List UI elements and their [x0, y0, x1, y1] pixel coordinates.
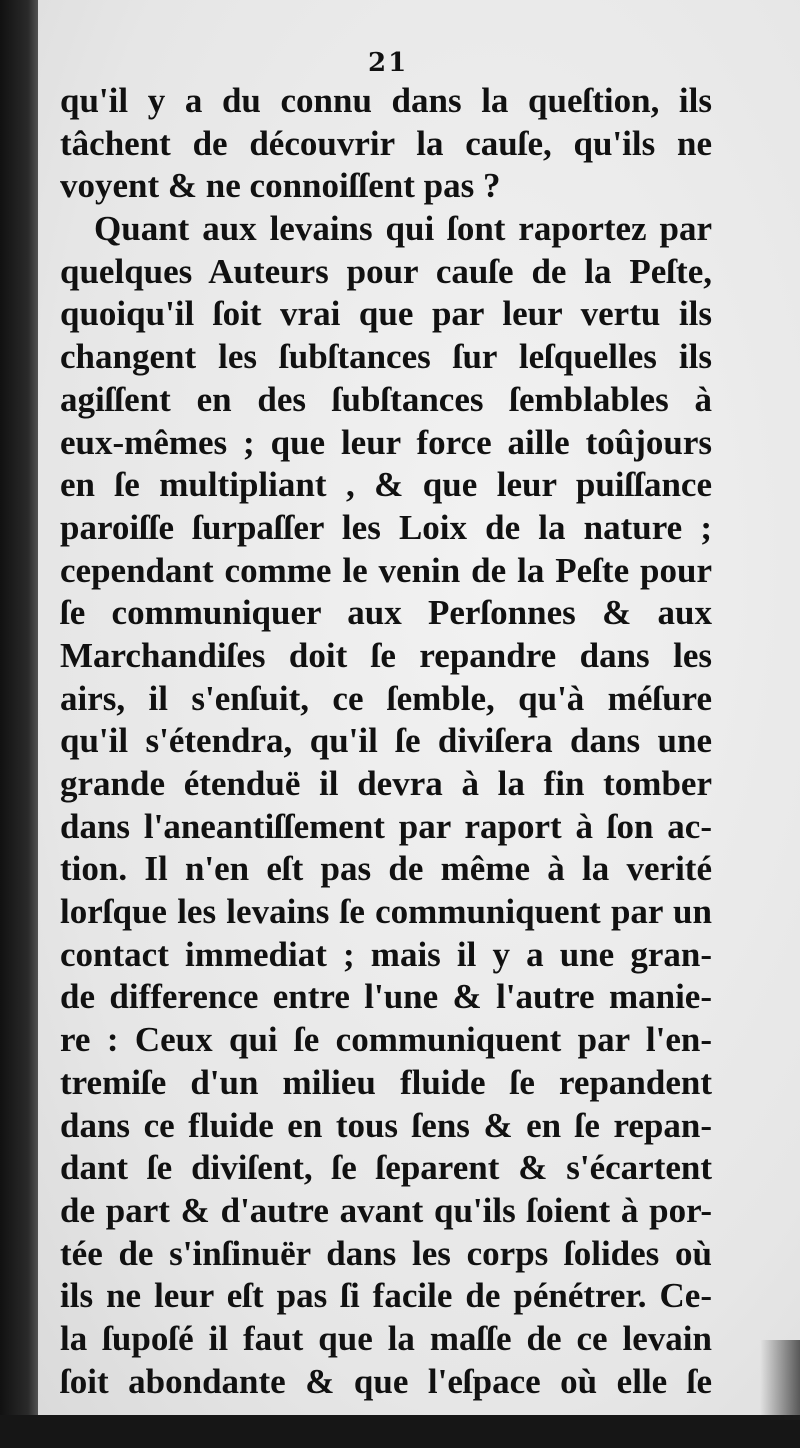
text-line: tremiſe d'un milieu fluide ſe repandent [60, 1062, 712, 1102]
text-line: de difference entre l'une & l'autre manie- [60, 977, 712, 1017]
text-line: qu'il y a du connu dans la queſtion, ils [60, 81, 712, 120]
text-line: de part & d'autre avant qu'ils ſoient à por- [60, 1190, 712, 1230]
binding-edge [0, 0, 40, 1448]
text-line: quelques Auteurs pour cauſe de la Peſte, [60, 251, 712, 291]
text-line: tée de s'inſinuër dans les corps ſolides où [60, 1233, 712, 1273]
text-line: la ſupoſé il faut que la maſſe de ce levain [60, 1318, 712, 1358]
corner-shadow [760, 1340, 800, 1420]
text-line: qu'il s'étendra, qu'il ſe diviſera dans une [60, 721, 712, 761]
text-line: grande étenduë il devra à la fin tomber [60, 764, 712, 803]
text-line: dans l'aneantiſſement par raport à ſon ac- [60, 806, 712, 846]
text-line: quoiqu'il ſoit vrai que par leur vertu ils [60, 294, 712, 334]
body-text [60, 80, 712, 1403]
text-line: eux-mêmes ; que leur force aille toûjours [60, 422, 712, 462]
page-number: 21 [368, 48, 409, 78]
text-line: dant ſe diviſent, ſe ſeparent & s'écartent [60, 1148, 712, 1188]
text-line: cependant comme le venin de la Peſte pour [60, 550, 712, 590]
text-line: re : Ceux qui ſe communiquent par l'en- [60, 1020, 712, 1060]
text-line: Marchandiſes doit ſe repandre dans les [60, 635, 712, 675]
text-line: Quant aux levains qui ſont raportez par [94, 209, 712, 249]
text-line: tion. Il n'en eſt pas de même à la verité [60, 849, 712, 889]
bottom-margin [0, 1415, 800, 1448]
text-line: changent les ſubſtances ſur leſquelles ils [60, 337, 712, 377]
text-line: ſoit abondante & que l'eſpace où elle ſe [60, 1361, 712, 1401]
text-line: paroiſſe ſurpaſſer les Loix de la nature ; [60, 507, 712, 547]
text-line: tâchent de découvrir la cauſe, qu'ils ne [60, 123, 712, 163]
text-line: en ſe multipliant , & que leur puiſſance [60, 465, 712, 505]
text-line: contact immediat ; mais il y a une gran- [60, 934, 712, 974]
text-line: voyent & ne connoiſſent pas ? [60, 166, 501, 206]
text-line: ſe communiquer aux Perſonnes & aux [60, 593, 712, 633]
text-line: airs, il s'enſuit, ce ſemble, qu'à méſure [60, 678, 712, 718]
text-line: agiſſent en des ſubſtances ſemblables à [60, 379, 712, 419]
text-line: ils ne leur eſt pas ſi facile de pénétrer. Ce- [60, 1276, 712, 1316]
text-line: lorſque les levains ſe communiquent par un [60, 892, 712, 932]
text-line: dans ce fluide en tous ſens & en ſe repan- [60, 1105, 712, 1145]
